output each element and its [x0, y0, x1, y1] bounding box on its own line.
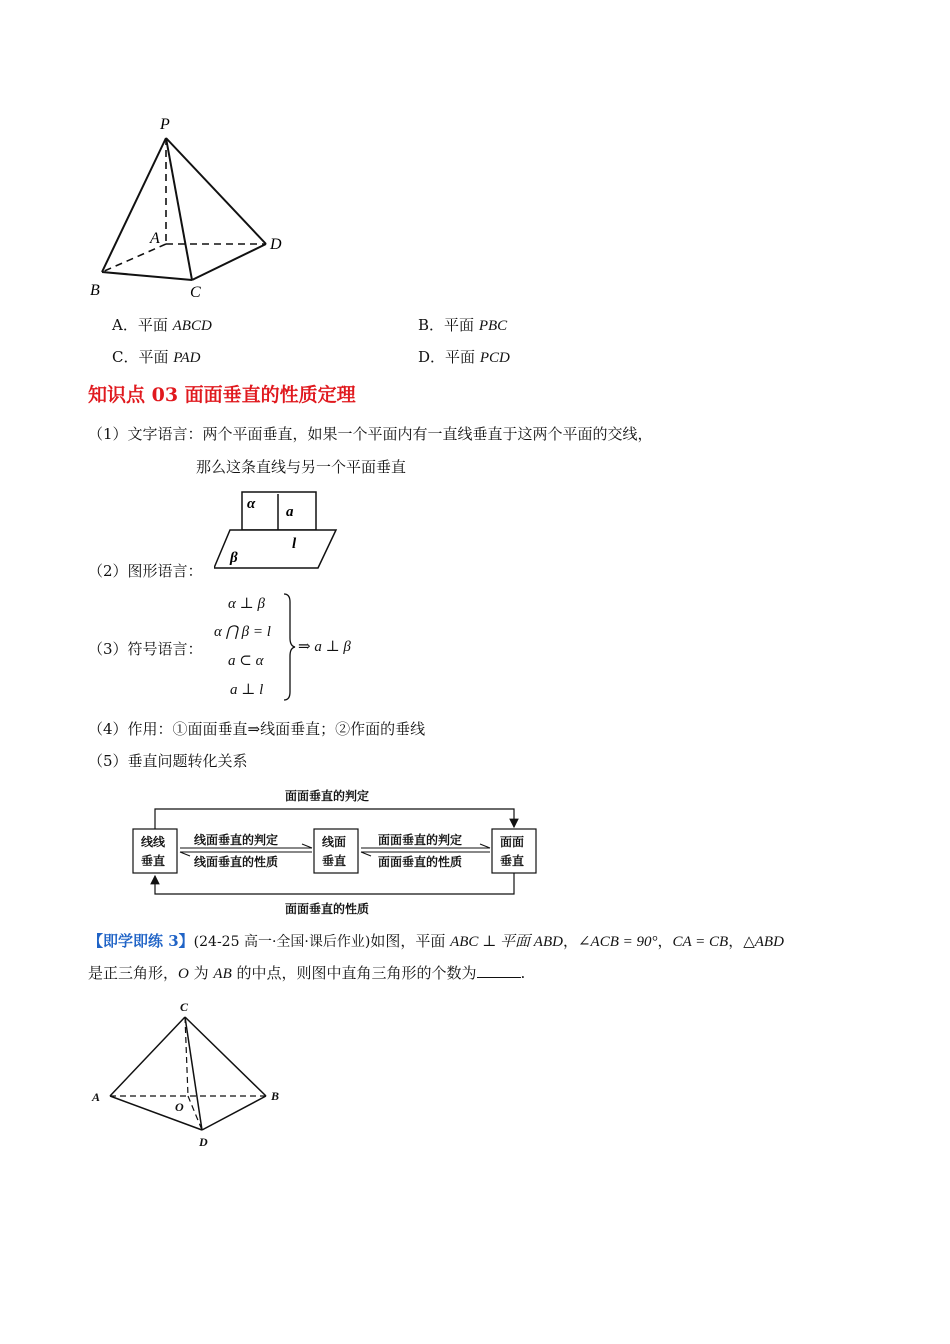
option-a-text: 平面 — [137, 316, 173, 334]
flow-box1-line1: 线线 — [141, 835, 166, 849]
flow-box3-line2: 垂直 — [500, 854, 525, 868]
practice-text-1e: ， — [728, 932, 744, 950]
option-d[interactable] — [418, 346, 510, 367]
flow-box1-line2: 垂直 — [141, 854, 166, 868]
pyramid-label-c: C — [190, 284, 201, 301]
option-b-math: PBC — [478, 318, 508, 334]
tetra-label-d: D — [199, 1135, 208, 1149]
item1-line1: （1）文字语言：两个平面垂直，如果一个平面内有一直线垂直于这两个平面的交线， — [88, 425, 653, 443]
plane-label-a: a — [286, 504, 294, 520]
tetra-label-c: C — [180, 1000, 189, 1014]
pyramid-figure — [80, 105, 300, 305]
tetra-label-b: B — [271, 1089, 280, 1103]
option-a-letter: A． — [112, 316, 138, 334]
practice-math-4: CA = CB — [672, 934, 729, 950]
practice-math-2: ABD — [533, 934, 563, 950]
flow-arrow1-top: 线面垂直的判定 — [194, 833, 279, 847]
practice-math-7: AB — [213, 966, 232, 982]
flow-arrow2-top: 面面垂直的判定 — [378, 833, 463, 847]
practice-text-2b: 为 — [188, 964, 214, 982]
practice-line2 — [88, 962, 525, 983]
option-a-math: ABCD — [172, 318, 212, 334]
tetra-label-a: A — [92, 1090, 101, 1104]
right-brace — [282, 592, 296, 702]
option-c-letter: C． — [112, 348, 139, 366]
symbolic-conclusion: ⇒ a ⊥ β — [298, 639, 351, 655]
practice-line1 — [88, 930, 784, 951]
plane-label-l: l — [292, 536, 297, 552]
symbolic-line-2: α ⋂ β = l — [214, 624, 271, 640]
flow-top-label: 面面垂直的判定 — [285, 789, 370, 803]
flow-arrow1-bottom: 线面垂直的性质 — [194, 855, 279, 869]
item4: （4）作用：①面面垂直⇒线面垂直；②作面的垂线 — [88, 720, 426, 738]
practice-math-6: O — [178, 966, 189, 982]
pyramid-label-d: D — [270, 236, 282, 253]
symbolic-line-3: a ⊂ α — [228, 653, 264, 669]
practice-text-2d: . — [520, 964, 526, 982]
pyramid-label-a: A — [150, 230, 160, 247]
flow-box2-line1: 线面 — [322, 835, 347, 849]
item5: （5）垂直问题转化关系 — [88, 752, 248, 770]
practice-text-1c: ， — [562, 932, 578, 950]
plane-label-alpha: α — [247, 496, 256, 512]
option-d-text: 平面 — [445, 348, 480, 366]
answer-blank[interactable] — [477, 963, 521, 978]
plane-label-beta: β — [230, 550, 238, 566]
flow-box3-line1: 面面 — [500, 835, 525, 849]
pyramid-label-p: P — [160, 116, 170, 133]
option-d-letter: D． — [418, 348, 446, 366]
option-a[interactable] — [112, 314, 212, 335]
practice-source: (24-25 高一·全国·课后作业) — [193, 934, 371, 950]
option-c-math: PAD — [173, 350, 201, 366]
flow-box2-line2: 垂直 — [322, 854, 347, 868]
option-b-text: 平面 — [444, 316, 479, 334]
flow-arrow2-bottom: 面面垂直的性质 — [378, 855, 463, 869]
practice-text-1a: 如图，平面 — [370, 932, 451, 950]
symbolic-line-1: α ⊥ β — [228, 596, 265, 612]
practice-math-5: △ABD — [743, 934, 784, 950]
practice-text-2c: 的中点，则图中直角三角形的个数为 — [231, 964, 477, 982]
perpendicular-flow-diagram — [130, 784, 540, 920]
option-b[interactable] — [418, 314, 507, 335]
tetra-label-o: O — [175, 1100, 184, 1114]
option-c-text: 平面 — [138, 348, 174, 366]
tetrahedron-figure — [88, 996, 298, 1156]
practice-text-2a: 是正三角形， — [88, 964, 179, 982]
item3: （3）符号语言： — [88, 640, 203, 658]
item1-line2: 那么这条直线与另一个平面垂直 — [196, 458, 407, 476]
option-b-letter: B． — [418, 316, 445, 334]
section-title: 知识点 03 面面垂直的性质定理 — [88, 384, 356, 406]
practice-text-1d: ， — [657, 932, 673, 950]
practice-tag: 【即学即练 3】 — [88, 932, 194, 950]
pyramid-label-b: B — [90, 282, 100, 299]
option-c[interactable] — [112, 346, 201, 367]
option-d-math: PCD — [479, 350, 510, 366]
item2: （2）图形语言： — [88, 562, 203, 580]
practice-math-1: ABC — [450, 934, 479, 950]
practice-text-1b: ⊥ 平面 — [478, 934, 534, 950]
practice-math-3: ∠ACB = 90° — [577, 934, 658, 950]
flow-bottom-label: 面面垂直的性质 — [285, 902, 370, 916]
plane-figure — [214, 488, 344, 574]
symbolic-line-4: a ⊥ l — [230, 682, 264, 698]
